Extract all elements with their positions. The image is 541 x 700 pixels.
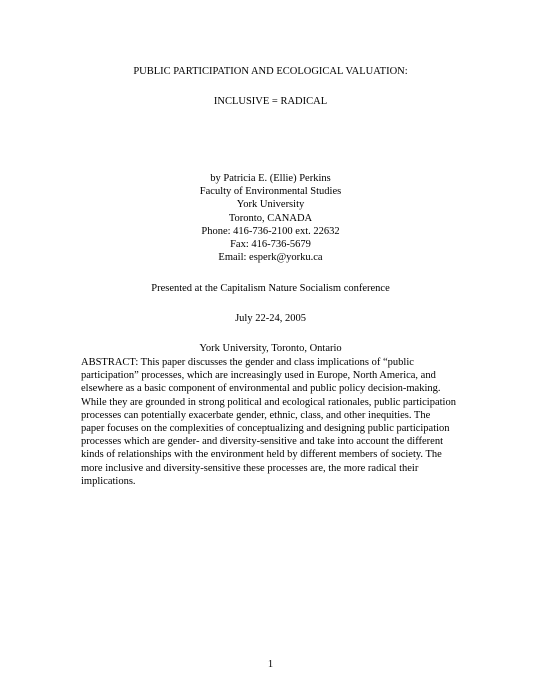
conference-location: York University, Toronto, Ontario: [199, 343, 342, 354]
abstract-paragraph: [81, 356, 461, 488]
title-line-2: INCLUSIVE = RADICAL: [213, 96, 328, 107]
abstract-line: paper focuses on the complexities of conceptualizing and designing public participation: [81, 423, 450, 435]
abstract-line: While they are grounded in strong political and ecological rationales, public participation: [81, 396, 456, 408]
abstract-line: kinds of relationships with the environment held by different members of society. The: [81, 449, 442, 461]
abstract-line: implications.: [81, 475, 136, 487]
abstract-line: ABSTRACT: This paper discusses the gender and class implications of “public: [81, 357, 414, 368]
abstract-line: processes which are gender- and diversity-sensitive and take into account the different: [81, 436, 444, 448]
author-faculty: Faculty of Environmental Studies: [199, 186, 342, 198]
author-email: Email: esperk@yorku.ca: [218, 252, 323, 264]
conference-dates: July 22-24, 2005: [235, 313, 306, 324]
author-university: York University: [236, 199, 305, 211]
author-city: Toronto, CANADA: [228, 212, 313, 224]
abstract-line: processes can potentially exacerbate gender, ethnic, class, and other inequities. The: [81, 409, 431, 421]
author-byline: by Patricia E. (Ellie) Perkins: [210, 173, 331, 184]
abstract-line: elsewhere as a basic component of environmental and public policy decision-making.: [81, 383, 441, 395]
author-phone: Phone: 416-736-2100 ext. 22632: [201, 225, 340, 237]
abstract-line: participation” processes, which are increasingly used in Europe, North America, and: [81, 370, 436, 382]
author-fax: Fax: 416-736-5679: [230, 239, 311, 251]
title-line-1: PUBLIC PARTICIPATION AND ECOLOGICAL VALUATION:: [133, 66, 408, 77]
presented-at: Presented at the Capitalism Nature Socialism conference: [151, 283, 390, 294]
abstract-line: more inclusive and diversity-sensitive these processes are, the more radical their: [81, 462, 419, 474]
author-block: [0, 172, 541, 264]
page-number: 1: [267, 659, 274, 670]
